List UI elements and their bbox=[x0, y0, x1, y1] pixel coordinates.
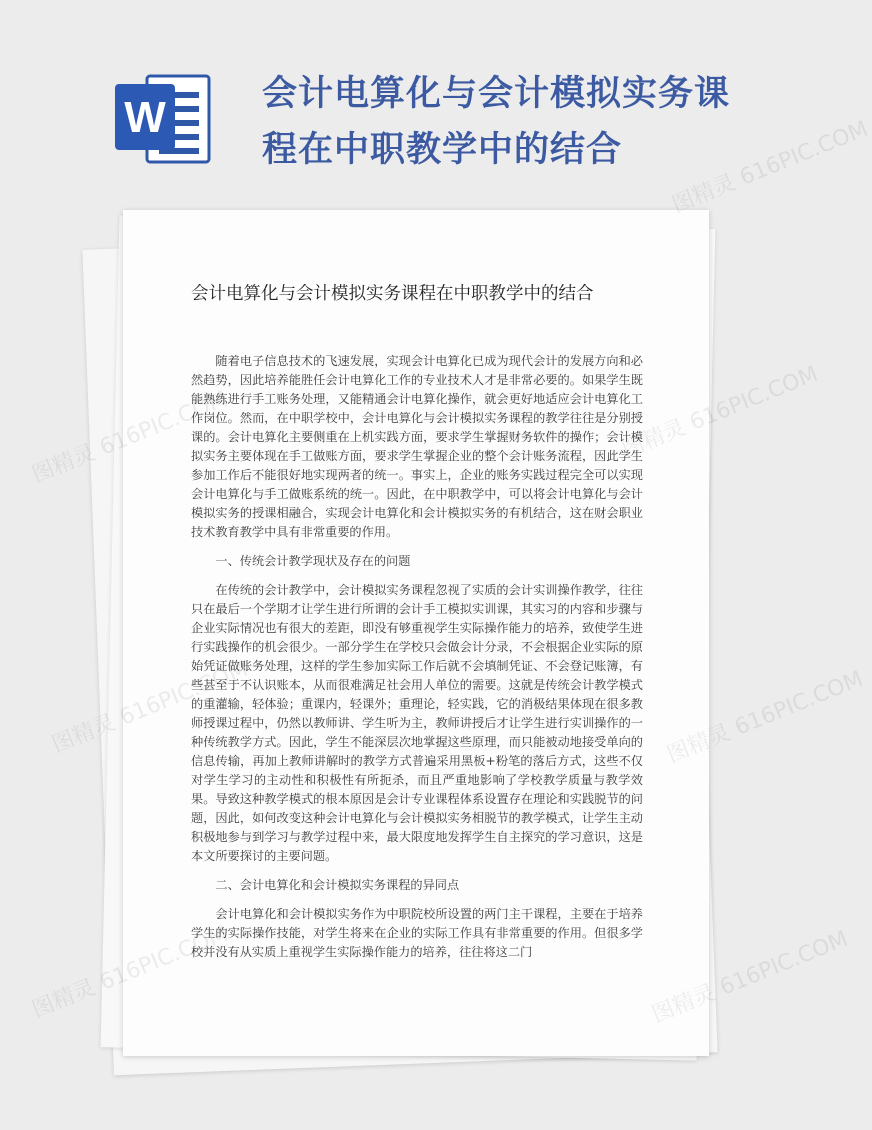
word-icon-letter: W bbox=[124, 93, 166, 142]
page-header bbox=[0, 0, 800, 200]
watermark-text: 图精灵 bbox=[28, 440, 100, 489]
body-paragraph: 在传统的会计教学中，会计模拟实务课程忽视了实质的会计实训操作教学，往往只在最后一个学期才让学生进行所谓的会计手工模拟实训课，其实习的内容和步骤与企业实际情况也有很大的差距，即没有够重视学生实际操作能力的培养，致使学生进行实践操作的机会很少。一部分学生在学校只会做会计分录，不会根据企业实际的原始凭证做账务处理，这样的学生参加实际工作后就不会填制凭证、不会登记账簿，有些甚至于不认识账本，从而很难满足社会用人单位的需要。这就是传统会计教学模式的重灌输，轻体验；重课内，轻课外；重理论，轻实践，它的消极结果体现在很多教师授课过程中，仍然以教师讲、学生听为主，教师讲授后才让学生进行实训操作的一种传统教学方式。因此，学生不能深层次地掌握这些原理，而只能被动地接受单向的信息传输，再加上教师讲解时的教学方式普遍采用黑板+粉笔的落后方式，这些不仅对学生学习的主动性和积极性有所扼杀，而且严重地影响了学校教学质量与教学效果。导致这种教学模式的根本原因是会计专业课程体系设置存在理论和实践脱节的问题，因此，如何改变这种会计电算化与会计模拟实务相脱节的教学模式，让学生主动积极地参与到学习与教学过程中来，最大限度地发挥学生自主探究的学习意识，这是本文所要探讨的主要问题。 bbox=[191, 583, 643, 863]
watermark-text: 图精灵 616PIC.COM bbox=[668, 116, 872, 219]
watermark-text: 图精灵 bbox=[28, 975, 100, 1024]
document-page bbox=[123, 210, 709, 1056]
document-title: 会计电算化与会计模拟实务课程在中职教学中的结合 bbox=[191, 284, 594, 304]
section-heading: 一、传统会计教学现状及存在的问题 bbox=[215, 554, 411, 568]
page-title: 会计电算化与会计模拟实务课程在中职教学中的结合 bbox=[262, 74, 731, 170]
watermark-text: 图精灵 616PIC.COM bbox=[618, 361, 822, 464]
word-document-icon bbox=[113, 70, 217, 168]
body-paragraph: 会计电算化和会计模拟实务作为中职院校所设置的两门主干课程，主要在于培养学生的实际操作技能，对学生将来在企业的实际工作具有非常重要的作用。但很多学校并没有从实质上重视学生实际操作能力的培养，往往将这二门 bbox=[191, 907, 643, 959]
watermark-text: 图精灵 616PIC.COM bbox=[648, 926, 852, 1029]
watermark-text: 图精灵 616PIC.COM bbox=[663, 666, 867, 769]
body-paragraph: 随着电子信息技术的飞速发展，实现会计电算化已成为现代会计的发展方向和必然趋势，因此培养能胜任会计电算化工作的专业技术人才是非常必要的。如果学生既能熟练进行手工账务处理，又能精通会计电算化操作，就会更好地适应会计电算化工作岗位。然而，在中职学校中，会计电算化与会计模拟实务课程的教学往往是分别授课的。会计电算化主要侧重在上机实践方面，要求学生掌握财务软件的操作；会计模拟实务主要体现在手工做账方面，要求学生掌握企业的整个会计账务流程，因此学生参加工作后不能很好地实现两者的统一。事实上，企业的账务实践过程完全可以实现会计电算化与手工做账系统的统一。因此，在中职教学中，可以将会计电算化与会计模拟实务的授课相融合，实现会计电算化和会计模拟实务的有机结合，这在财会职业技术教育教学中具有非常重要的作用。 bbox=[191, 354, 643, 539]
watermark-text: 图精灵 bbox=[48, 710, 120, 759]
section-heading: 二、会计电算化和会计模拟实务课程的异同点 bbox=[215, 878, 460, 892]
document-body bbox=[191, 352, 643, 962]
